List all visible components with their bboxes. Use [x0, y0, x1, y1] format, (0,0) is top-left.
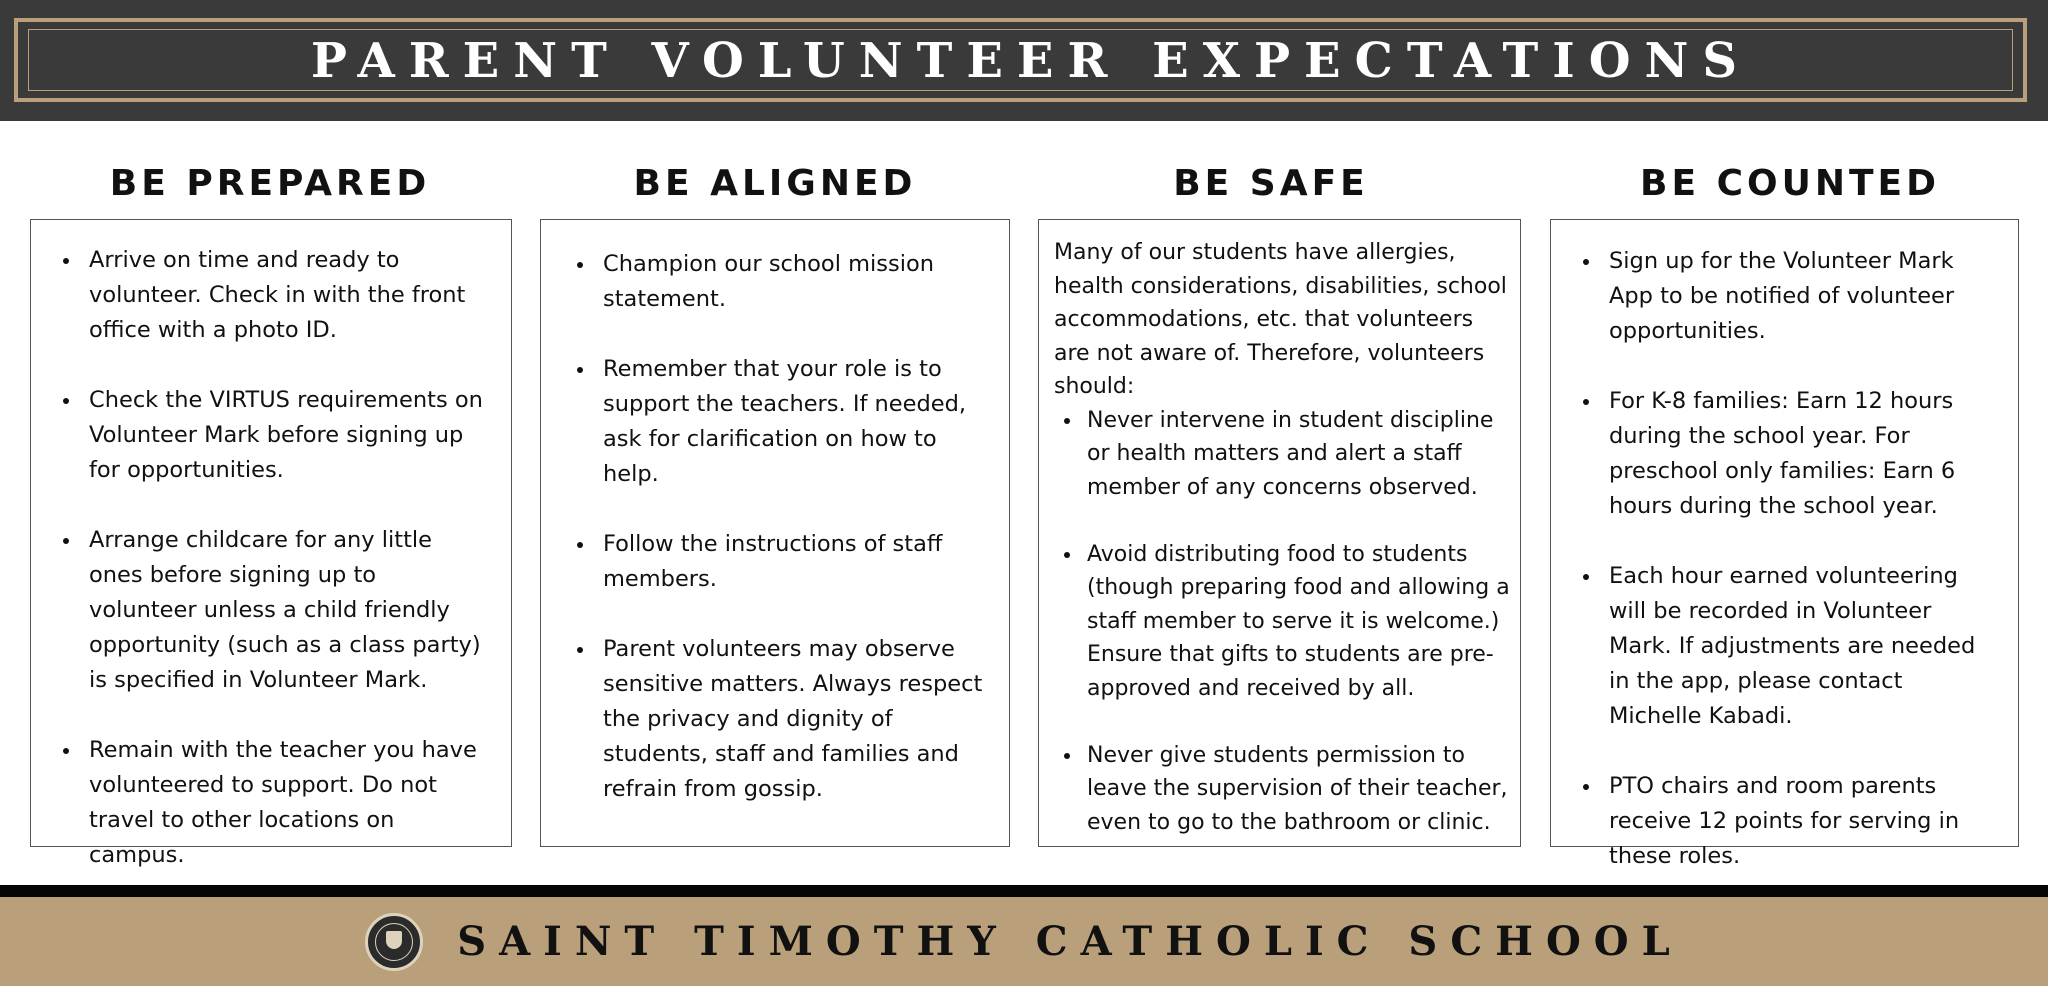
list-item: Parent volunteers may observe sensitive matters. Always respect the privacy and dignity of students, staff and families and refrain from gossip.: [553, 632, 991, 807]
heading-be-safe: BE SAFE: [1173, 162, 1369, 204]
list-item: Arrive on time and ready to volunteer. Check in with the front office with a photo ID.: [39, 243, 489, 348]
list-item: Follow the instructions of staff members.: [553, 527, 991, 597]
shield-icon: [386, 931, 402, 949]
list-item: Avoid distributing food to students (though preparing food and allowing a staff member to serve it is welcome.) Ensure that gifts to students are pre-approved and received by all.: [1039, 538, 1512, 706]
list-item: Never intervene in student discipline or health matters and alert a staff member of any concerns observed.: [1039, 404, 1512, 505]
list-item: Arrange childcare for any little ones before signing up to volunteer unless a child friendly opportunity (such as a class party) is specified in Volunteer Mark.: [39, 523, 489, 698]
list-item: For K-8 families: Earn 12 hours during the school year. For preschool only families: Earn 6 hours during the school year.: [1559, 384, 1996, 524]
page-title: PARENT VOLUNTEER EXPECTATIONS: [310, 32, 1752, 89]
box-be-aligned: [540, 219, 1010, 847]
heading-be-counted: BE COUNTED: [1640, 162, 1940, 204]
box-be-safe: [1038, 219, 1521, 847]
list-be-prepared: [39, 243, 489, 873]
box-be-counted: [1550, 219, 2019, 869]
list-item: Champion our school mission statement.: [553, 247, 991, 317]
list-be-safe: [1039, 404, 1512, 840]
be-safe-intro: Many of our students have allergies, health considerations, disabilities, school accommodations, etc. that volunteers are not aware of. Therefore, volunteers should:: [1054, 240, 1507, 399]
school-seal-icon: [365, 913, 423, 971]
list-be-counted: [1559, 244, 1996, 874]
box-be-prepared: [30, 219, 512, 868]
heading-be-aligned: BE ALIGNED: [633, 162, 917, 204]
list-item: Check the VIRTUS requirements on Volunteer Mark before signing up for opportunities.: [39, 383, 489, 488]
heading-be-prepared: BE PREPARED: [109, 162, 431, 204]
footer-banner: [0, 897, 2048, 986]
list-item: Remember that your role is to support the teachers. If needed, ask for clarification on how to help.: [553, 352, 991, 492]
footer-content: [0, 897, 2048, 986]
list-item: Sign up for the Volunteer Mark App to be notified of volunteer opportunities.: [1559, 244, 1996, 349]
list-item: Never give students permission to leave the supervision of their teacher, even to go to the bathroom or clinic.: [1039, 739, 1512, 840]
list-item: Each hour earned volunteering will be recorded in Volunteer Mark. If adjustments are needed in the app, please contact Michelle Kabadi.: [1559, 559, 1996, 734]
school-name: SAINT TIMOTHY CATHOLIC SCHOOL: [457, 918, 1683, 965]
header-banner: [0, 0, 2048, 121]
list-item: PTO chairs and room parents receive 12 points for serving in these roles.: [1559, 769, 1996, 874]
footer-divider: [0, 885, 2048, 897]
list-item: Remain with the teacher you have volunteered to support. Do not travel to other locations on campus.: [39, 733, 489, 873]
list-be-aligned: [553, 247, 991, 807]
